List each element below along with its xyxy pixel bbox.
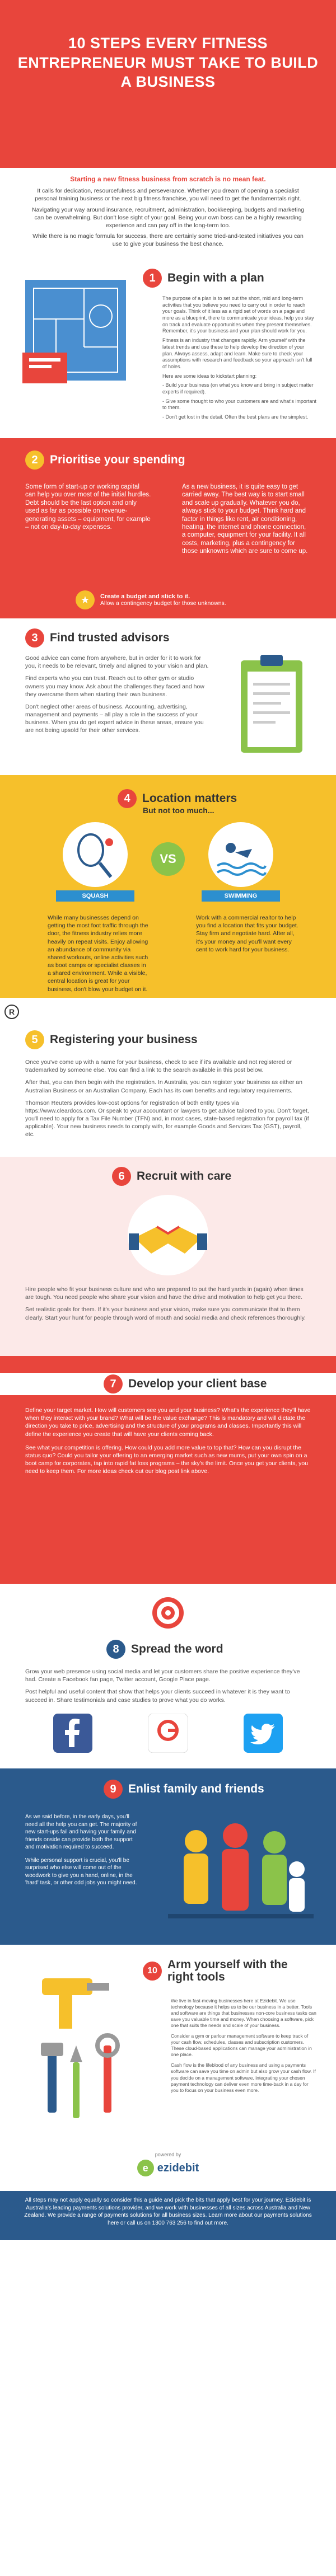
step-title: Develop your client base [128,1377,267,1390]
intro-paragraph: Navigating your way around insurance, recruitment, administration, bookkeeping, budgets and marketing can be overwhelming. But don't lose sight of your goal. Being your own boss can be a highly rewarding experience and can pay off in the long-term too. [31,206,305,229]
swimming-icon [207,821,274,888]
step-title-line: right tools [167,1970,225,1984]
lightbulb-icon: ★ [76,590,95,609]
tip-title: Create a budget and stick to it. [100,593,190,600]
step-title: Prioritise your spending [50,453,185,466]
step-paragraph: Define your target market. How will customers see you and your business? What's the experience they'll have when they interact with your brand? What will be the value exchange? This is mandatory and will dictate the direction you take to price, advertising and the structure of your programs and classes. Importantly this will define the experience you create that will have your clients coming back. [25,1407,311,1438]
step-10-body [171,1998,316,2098]
page-title: 10 STEPS EVERY FITNESS ENTREPRENEUR MUST TAKE TO BUILD A BUSINESS [17,35,319,91]
step-7-header [104,1374,267,1393]
step-bullet: - Build your business (on what you know and bring in subject matter experts if required). [162,382,314,395]
step-9-header [104,1780,264,1799]
step-bullet: - Give some thought to who your customers are and what's important to them. [162,398,316,411]
step-paragraph: After that, you can then begin with the registration. In Australia, you can register your business as either an Australian Business or an Australian Company. Each has its own benefits and regulatory requirements. [25,1079,302,1094]
step-number-badge: 7 [104,1374,123,1393]
step-4-section [0,775,336,998]
step-number-badge: 9 [104,1780,123,1799]
step-4-header [118,789,237,808]
family-group-icon [168,1808,314,1936]
brand-name: ezidebit [157,2161,199,2174]
step-10-header [143,1959,288,1983]
step-7-body [25,1406,311,1481]
step-paragraph: Cash flow is the lifeblood of any business and using a payments software can save you time on admin but also grow your cash flow. If you decide on a management software, integrating your chosen payment technology can deliver even more time-back in a day for you to focus on your business even more. [171,2062,316,2093]
step-paragraph: Don't neglect other areas of business. Accounting, advertising, management and payments – all play a role in the success of your business. When you do get expert advice in these areas, ensure you are not being upsold for their other services. [25,703,204,734]
step-8-section [0,1584,336,1768]
step-number-badge: 5 [25,1030,44,1049]
step-9-section [0,1768,336,1945]
step-6-body [25,1285,311,1326]
step-paragraph: Grow your web presence using social media and let your customers share the positive experience they've had. Create a Facebook fan page, Twitter account, Google Place page. [25,1668,300,1683]
ezidebit-logo[interactable] [137,2160,199,2176]
twitter-icon [244,1714,283,1753]
squash-label: SQUASH [56,890,134,902]
step-title: Registering your business [50,1033,198,1046]
step-title: Begin with a plan [167,271,264,284]
step-paragraph: Here are some ideas to kickstart planning: [162,373,257,379]
step-paragraph: See what your competition is offering. How could you add more value to top that? How can you disrupt the status quo? Could you tailor your offering to an emerging market such as new mums, put your own spin on a boot camp for corporates, tap into rapid fat loss programs – the sky's the limit. Once you get your clients, you need to keep them. For more ideas check out our blog post link above. [25,1444,309,1475]
step-paragraph: We live in fast-moving businesses here at Ezidebit. We use technology because it helps us to be our business in a better. Tools and software are things that businesses non-core business tasks can save you valuable time and money. When choosing a software, pick one that suits the needs and scale of your business. [171,1998,316,2029]
step-paragraph: Find experts who you can trust. Reach out to other gym or studio owners you may know. Ask about the challenges they faced and how they overcame them when starting their own business. [25,675,204,698]
intro-section [0,168,336,252]
step-6-header [112,1167,231,1186]
target-icon [151,1596,185,1630]
budget-tip [76,590,226,609]
step-number-badge: 4 [118,789,137,808]
step-3-body [25,654,210,739]
step-paragraph: Consider a gym or parlour management software to keep track of your cash flow, schedules, classes and subscription customers. These cloud-based applications can manage your administration in one place. [171,2033,312,2058]
step-number-badge: 1 [143,269,162,288]
step-title: Spread the word [131,1643,223,1655]
step-number-badge: 8 [106,1640,125,1659]
step-2-header [25,451,185,470]
header-section [0,0,336,168]
step-8-header [106,1640,223,1659]
squash-racket-icon [62,821,129,888]
step-number-badge: 2 [25,451,44,470]
step-paragraph: As we said before, in the early days, you'll need all the help you can get. The majority of new start-ups fail and having your family and friends onside can provide both the support and motivation required to succeed. [25,1814,137,1850]
step-7-section [0,1356,336,1584]
handshake-icon [123,1193,213,1277]
step-paragraph: Set realistic goals for them. If it's your business and your vision, make sure you communicate that to them clearly. Start your hunt for people through word of mouth and social media and check references thoroughly. [25,1306,306,1321]
step-paragraph: Post helpful and useful content that show that helps your clients succeed in whatever it is they want to succeed in. Share testimonials and case studies to prove what you do works. [25,1688,290,1704]
step-bullet: - Don't get lost in the detail. Often the best plans are the simplest. [162,414,309,420]
tools-icon [25,1967,143,2135]
step-1-body [162,295,316,424]
tip-text: Allow a contingency budget for those unknowns. [100,600,226,607]
step-paragraph: Some form of start-up or working capital can help you over most of the initial hurdles. Debt should be the last option and only used as far as possible on revenue-generating assets – equipment, for example – not on day-to-day expenses. [25,484,151,531]
intro-paragraph: While there is no magic formula for success, there are certainly some tried-and-tested initiatives you can use to give your business the best chance. [32,233,304,248]
step-title-line: Arm yourself with the [167,1958,288,1971]
step-paragraph: Hire people who fit your business culture and who are prepared to put the hard yards in (again) when times are tough. You need people who share your vision and have the drive and motivation to help get you there. [25,1286,304,1301]
registered-mark-section [0,998,336,1027]
step-paragraph: Good advice can come from anywhere, but in order for it to work for you, it needs to be relevant, timely and aligned to your vision and plan. [25,655,209,670]
step-paragraph: Work with a commercial realtor to help you find a location that fits your budget. Stay firm and negotiate hard. After all, it's your money and you'll want every cent to work hard for your business. [196,914,298,953]
powered-by-label: powered by [155,2152,181,2157]
step-1-header [143,269,264,288]
step-4-col-left [48,914,148,993]
vs-badge: VS [151,842,185,876]
step-paragraph: Once you've come up with a name for your business, check to see if it's available and not registered or trademarked by someone else. You can find a link to the search available in this post below. [25,1059,292,1074]
step-2-section [0,438,336,618]
step-5-header [25,1030,198,1049]
step-5-section [0,1027,336,1157]
registered-mark-icon: R [4,1005,19,1019]
footer-text: All steps may not apply equally so consider this a guide and pick the bits that apply best for your journey. Ezidebit is Australia's leading payments solutions provider, and we work with businesses of all sizes across Australia and New Zealand. We provide a range of payments solutions for all business sizes. Learn more about our payments solutions here or call us on 1300 763 256 to find out more. [24,2197,312,2226]
step-3-section [0,618,336,775]
step-paragraph: While many businesses depend on getting the most foot traffic through the door, the fitness industry relies more heavily on repeat visits. Enjoy allowing an abundance of community via shared workouts, online activities such as boot camps or specialist classes in a shared environment. While a visible, central location is great for your business, don't blow your budget on it. [48,914,148,993]
swimming-label: SWIMMING [202,890,280,902]
step-5-body [25,1058,311,1143]
footer-section [0,2191,336,2240]
step-paragraph: The purpose of a plan is to set out the short, mid and long-term activities that you believe you need to carry out in order to reach your goals. Think of it less as a rigid set of words on a page and more as a blueprint, there to communicate your ideas, help you stay on track and evaluate opportunities when they present themselves. Remember, it's your business and your plan should work for you. [162,295,314,334]
facebook-icon [53,1714,92,1753]
step-number-badge: 3 [25,628,44,647]
step-paragraph: As a new business, it is quite easy to get carried away. The best way is to start small and scale up gradually. Whatever you do, always stick to your budget. Think hard and factor in things like rent, air conditioning, heating, the internet and phone connection, a computer, equipment for your facility. It all costs, marketing, plus a contingency for those unknowns which are sure to come up. [182,484,308,555]
step-title: Find trusted advisors [50,631,170,644]
intro-lead: Starting a new fitness business from scratch is no mean feat. [70,175,266,183]
step-4-col-right [196,914,300,954]
step-3-header [25,628,170,647]
step-number-badge: 6 [112,1167,131,1186]
brand-block [0,2152,336,2176]
step-paragraph: While personal support is crucial, you'll be surprised who else will come out of the woodwork to give you a hand, online, in the 'hard' task, or other odd jobs you might need. [25,1857,137,1886]
step-paragraph: Thomson Reuters provides low-cost options for registration of both entity types via https://www.cleardocs.com. Or speak to your accountant or lawyers to get advice tailored to you. Don't forget, you'll need to apply for a Tax File Number (TFN) and, in most cases, state-based registration for payroll tax (if applicable). Your new business needs to comply with, for example Goods and Services Tax (GST), payroll, etc. [25,1099,309,1138]
step-number-badge: 10 [143,1962,162,1981]
step-1-section [0,252,336,438]
intro-paragraph: It calls for dedication, resourcefulness and perseverance. Whether you dream of opening a specialist personal training business or the next big fitness franchise, you will need to get the fundamentals right. [35,187,301,203]
ezidebit-logo-icon: e [137,2160,154,2176]
step-title: Recruit with care [137,1170,232,1183]
blueprint-map-icon [22,274,129,386]
step-8-body [25,1668,311,1709]
step-title: Location matters [142,792,237,805]
step-10-section [0,1945,336,2191]
clipboard-icon [230,652,314,758]
step-paragraph: Fitness is an industry that changes rapidly. Arm yourself with the latest trends and use these to help develop the direction of your plan. Always assess, adapt and learn. Make sure to check your assumptions with research and feedback so your approach isn't full of holes. [162,337,312,369]
step-2-col-left [25,483,151,531]
step-9-body [25,1813,140,1893]
step-2-col-right [182,483,311,555]
step-title: Enlist family and friends [128,1782,264,1795]
google-plus-icon [148,1714,188,1753]
step-subtitle: But not too much... [143,806,214,815]
step-title [167,1959,288,1983]
step-6-section [0,1157,336,1356]
